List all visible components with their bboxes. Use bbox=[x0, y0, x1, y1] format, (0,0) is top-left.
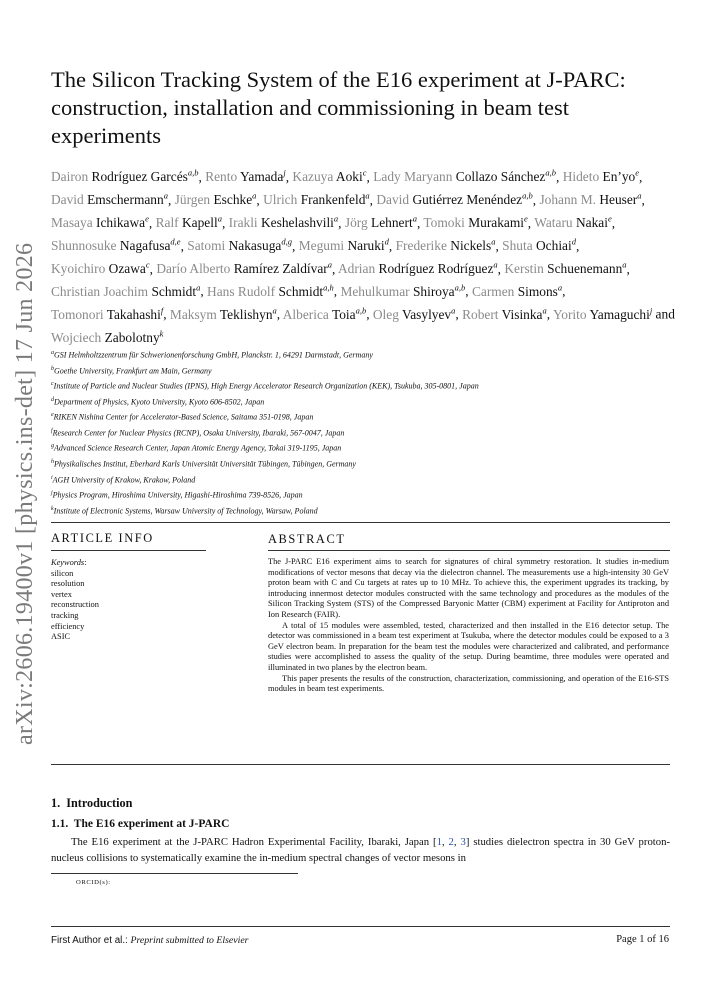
author-last-name: Zabolotny bbox=[104, 329, 160, 345]
author-first-name: Oleg bbox=[372, 306, 399, 322]
author-first-name: David bbox=[376, 192, 410, 208]
author-last-name: Kapell bbox=[182, 215, 218, 231]
author-last-name: Vasylyev bbox=[402, 306, 452, 322]
author-first-name: Kerstin bbox=[504, 260, 544, 276]
author-last-name: Simons bbox=[517, 283, 558, 299]
affiliation-label: d bbox=[51, 396, 54, 403]
abstract-underline bbox=[268, 550, 670, 551]
author-affiliation-mark: a,b bbox=[545, 168, 556, 178]
footer-running-title bbox=[51, 935, 249, 946]
author-last-name: Yamada bbox=[240, 169, 284, 185]
affiliation-label: i bbox=[51, 474, 53, 481]
author-affiliation-mark: a bbox=[557, 282, 563, 293]
abstract-paragraph: This paper presents the results of the construction, characterization, commissioning, and operation of the E16-STS modules in beam test experiments. bbox=[268, 673, 669, 694]
author-first-name: Frederike bbox=[395, 238, 447, 254]
author-last-name: Ozawa bbox=[108, 260, 146, 276]
abstract-heading: ABSTRACT bbox=[268, 532, 346, 546]
abstract-paragraph: The J-PARC E16 experiment aims to search for signatures of chiral symmetry restoration. It studies in-medium modifications of vector mesons that decay via the dielectron channel. The measurements use a high-intensity 30 GeV proton beam with C and Cu targets at rates up to 10 MHz. To achieve this, the experiment upgrades its tracking, by introducing innermost detector modules constructed with the same technology and procedures as the modules of the Silicon Tracking System (STS) of the Compressed Baryonic Matter (CBM) experiment at Facility for Antiproton and Ion Research (FAIR). bbox=[268, 557, 669, 619]
author-last-name: Emschermann bbox=[87, 192, 164, 208]
keywords-label: Keywords bbox=[51, 558, 85, 567]
author-name bbox=[51, 238, 181, 253]
author-last-name: Lehnert bbox=[371, 215, 413, 231]
author-first-name: Satomi bbox=[187, 238, 226, 254]
affiliation-list bbox=[51, 347, 691, 518]
author-list: Dairon Rodríguez Garcés$^{a,b}$, Rento Yamada$^j$, Kazuya Aoki$^c$, Lady Maryann Collazo Sánchez$^{a,b}$, Hideto $En’yo^e$, David Emschermann$^a$, Jürgen Eschke$^a$, Ulrich Frankenfeld$^a$, David Gutiérrez Menéndez$^{a,b}$, Johann M. Heuser$^a$, Masaya Ichikawa$^e$, Ralf Kapell$^a$, Irakli Keshelashvili$^a$, Jörg Lehnert$^a$, Tomoki Murakami$^e$, Wataru Nakai$^e$, Shunnosuke Nagafusa$^{d,e}$, Satomi Nakasuga$^{d,g}$, Megumi Naruki$^d$, Frederike Nickels$^a$, Shuta Ochiai$^d$, Kyoichiro Ozawa$^c$, Darío Alberto Ramírez Zaldívar$^a$, Adrian Rodríguez Rodríguez$^a$, Kerstin Schuenemann$^a$, Christian Joachim Schmidt$^a$, Hans Rudolf Schmidt$^{a,h}$, Mehulkumar Shiroya$^{a,b}$, Carmen Simons$^a$, Tomonori Takahashi$^f$, Maksym Teklishyn$^a$, Alberica Toia$^{a,b}$, Oleg Vasylyev$^a$, Robert Visinka$^a$, Yorito Yamaguchi$^j$ and Wojciech Zabolotny$^k$ bbox=[51, 168, 675, 345]
author-last-name: Nickels bbox=[450, 238, 492, 254]
author-name bbox=[502, 238, 576, 253]
keyword-item: tracking bbox=[51, 610, 79, 620]
affiliation-text: Institute of Electronic Systems, Warsaw University of Technology, Warsaw, Poland bbox=[53, 506, 318, 516]
author-affiliation-mark: a,b bbox=[522, 190, 533, 201]
author-first-name: Carmen bbox=[471, 283, 515, 299]
arxiv-id-text: arXiv:2606.19400v1 [physics.ins-det] 17 Jun 2026 bbox=[12, 242, 38, 745]
author-first-name: David bbox=[51, 192, 84, 208]
author-name bbox=[207, 284, 334, 299]
author-first-name: Rento bbox=[205, 169, 238, 185]
article-info-underline bbox=[51, 550, 206, 551]
paper-title: The Silicon Tracking System of the E16 experiment at J-PARC: construction, installation and commissioning in beam test experiments bbox=[51, 67, 626, 148]
affiliation-text: Department of Physics, Kyoto University, Kyoto 606-8502, Japan bbox=[54, 397, 265, 407]
author-name bbox=[205, 169, 286, 184]
author-first-name: Shuta bbox=[502, 238, 533, 254]
footer-journal: Preprint submitted to Elsevier bbox=[130, 935, 249, 946]
abstract-paragraph: A total of 15 modules were assembled, tested, characterized and then installed in the E16 detector setup. The detector was commissioned in a beam test experiment at Tsukuba, where the detector modules could be exposed to a 3 GeV electron beam. In preparation for the beam test the modules were characterized and calibrated, and performance studies were accomplished to assess the quality of the setup. During beamtime, three modules were operated and illuminated in two planes by the electron beam. bbox=[268, 620, 669, 672]
author-first-name: Christian Joachim bbox=[51, 283, 149, 299]
author-first-name: Tomonori bbox=[51, 306, 104, 322]
keyword-item: resolution bbox=[51, 579, 85, 589]
author-name bbox=[373, 169, 556, 184]
author-affiliation-mark: a bbox=[327, 259, 332, 270]
keyword-item: ASIC bbox=[51, 632, 71, 642]
author-affiliation-mark: d,e bbox=[170, 236, 181, 247]
author-name bbox=[462, 307, 547, 322]
author-name bbox=[283, 307, 366, 322]
arxiv-identifier bbox=[12, 242, 42, 775]
author-last-name: Schmidt bbox=[151, 283, 197, 299]
author-name bbox=[338, 261, 498, 276]
author-last-name: Toia bbox=[331, 306, 356, 322]
section-heading-introduction bbox=[51, 796, 132, 811]
author-first-name: Jörg bbox=[344, 215, 368, 231]
citation-list: 1, 2, 3 bbox=[436, 836, 466, 848]
author-first-name: Lady Maryann bbox=[373, 169, 453, 185]
author-name bbox=[187, 238, 292, 253]
footer-author: First Author et al.: bbox=[51, 935, 131, 946]
author-first-name: Mehulkumar bbox=[340, 283, 410, 299]
author-affiliation-mark: a,b bbox=[355, 305, 367, 316]
subsection-title: The E16 experiment at J-PARC bbox=[73, 818, 230, 830]
affiliation-label: j bbox=[51, 490, 53, 497]
author-last-name: Gutiérrez Menéndez bbox=[412, 192, 523, 208]
introduction-text bbox=[51, 834, 670, 866]
author-affiliation-mark: a,b bbox=[454, 282, 466, 293]
section-title: Introduction bbox=[66, 796, 133, 810]
author-last-name: Collazo Sánchez bbox=[455, 169, 546, 185]
author-last-name: Frankenfeld bbox=[300, 192, 366, 208]
page-number: Page 1 of 16 bbox=[616, 934, 669, 945]
author-last-name: Rodríguez Garcés bbox=[91, 169, 188, 185]
affiliation-label: e bbox=[51, 412, 54, 419]
abstract-divider bbox=[51, 764, 670, 765]
affiliation-line bbox=[51, 363, 691, 379]
intro-text-before: The E16 experiment at the J-PARC Hadron Experimental Facility, Ibaraki, Japan [ bbox=[71, 836, 437, 848]
abstract-body bbox=[268, 557, 669, 695]
author-affiliation-mark: a bbox=[196, 282, 201, 293]
citation-link[interactable]: 2 bbox=[448, 836, 454, 848]
author-first-name: Shunnosuke bbox=[51, 238, 117, 254]
author-first-name: Masaya bbox=[51, 215, 93, 231]
affiliation-text: GSI Helmholtzzentrum für Schwerionenforschung GmbH, Planckstr. 1, 64291 Darmstadt, Germany bbox=[54, 350, 373, 360]
author-first-name: Hans Rudolf bbox=[207, 283, 276, 299]
author-affiliation-mark: k bbox=[159, 328, 164, 339]
author-first-name: Wojciech bbox=[51, 329, 102, 345]
author-affiliation-mark: a bbox=[451, 305, 456, 316]
author-name bbox=[156, 261, 332, 276]
keyword-item: vertex bbox=[51, 589, 72, 599]
author-affiliation-mark: j bbox=[283, 168, 286, 178]
author-affiliation-mark: a bbox=[491, 236, 496, 247]
author-name bbox=[51, 215, 149, 230]
affiliation-line bbox=[51, 394, 691, 410]
affiliation-line bbox=[51, 409, 691, 425]
author-name bbox=[51, 330, 163, 345]
author-first-name: Jürgen bbox=[174, 192, 211, 208]
author-last-name: Ramírez Zaldívar bbox=[233, 260, 328, 276]
author-affiliation-mark: e bbox=[607, 213, 612, 224]
author-affiliation-mark: a,b bbox=[187, 168, 199, 178]
author-affiliation-mark: a bbox=[272, 305, 277, 316]
author-last-name: Heuser bbox=[599, 192, 638, 208]
affiliation-text: Research Center for Nuclear Physics (RCNP), Osaka University, Ibaraki, 567-0047, Japan bbox=[52, 428, 345, 438]
author-first-name: Alberica bbox=[282, 306, 329, 322]
author-affiliation-mark: d bbox=[571, 236, 576, 247]
keyword-list bbox=[51, 569, 99, 643]
author-last-name: Nakai bbox=[575, 215, 608, 231]
author-affiliation-mark: e bbox=[524, 213, 528, 224]
author-last-name: Yamaguchi bbox=[589, 306, 650, 322]
author-name bbox=[170, 307, 277, 322]
author-last-name: Eschke bbox=[213, 192, 253, 208]
author-affiliation-mark: a bbox=[365, 190, 370, 201]
author-name bbox=[51, 284, 200, 299]
author-name bbox=[376, 192, 532, 207]
affiliation-text: Physikalisches Institut, Eberhard Karls Universität Universität Tübingen, Tübingen, Germany bbox=[54, 459, 356, 469]
author-affiliation-mark: e bbox=[145, 213, 149, 224]
section-number: 1. bbox=[51, 796, 61, 810]
affiliation-line bbox=[51, 425, 691, 441]
author-first-name: Maksym bbox=[169, 306, 217, 322]
author-affiliation-mark: f bbox=[160, 305, 164, 316]
author-affiliation-mark: a bbox=[622, 259, 627, 270]
author-name bbox=[563, 169, 639, 184]
keyword-item: silicon bbox=[51, 568, 74, 578]
affiliation-text: Institute of Particle and Nuclear Studies (IPNS), High Energy Accelerator Research Organization (KEK), Tsukuba, 305-0801, Japan bbox=[53, 381, 479, 391]
author-last-name: Naruki bbox=[347, 238, 385, 254]
author-first-name: Ulrich bbox=[263, 192, 298, 208]
author-last-name: Shiroya bbox=[412, 283, 455, 299]
affiliation-line bbox=[51, 440, 691, 456]
author-name bbox=[534, 215, 611, 230]
author-first-name: Kazuya bbox=[292, 169, 334, 185]
footer-divider bbox=[51, 926, 670, 927]
affiliation-text: RIKEN Nishina Center for Accelerator-Based Science, Saitama 351-0198, Japan bbox=[53, 412, 314, 422]
author-first-name: Tomoki bbox=[423, 215, 465, 231]
orcid-footnote: ORCID(s): bbox=[76, 879, 111, 886]
author-first-name: Yorito bbox=[552, 306, 587, 322]
affiliation-line bbox=[51, 456, 691, 472]
author-name bbox=[156, 215, 222, 230]
author-last-name: Schmidt bbox=[278, 283, 324, 299]
author-affiliation-mark: a bbox=[217, 213, 222, 224]
affiliation-line bbox=[51, 503, 691, 519]
author-last-name: Nakasuga bbox=[228, 238, 282, 254]
intro-paragraph bbox=[51, 834, 670, 866]
author-name bbox=[51, 192, 168, 207]
affiliation-text: AGH University of Krakow, Krakow, Poland bbox=[52, 475, 196, 485]
author-first-name: Dairon bbox=[51, 169, 89, 185]
keyword-item: reconstruction bbox=[51, 600, 99, 610]
author-name bbox=[51, 169, 198, 184]
author-first-name: Hideto bbox=[562, 169, 600, 185]
article-info-heading: ARTICLE INFO bbox=[51, 531, 154, 545]
author-first-name: Robert bbox=[462, 306, 499, 322]
author-affiliation-mark: a bbox=[493, 259, 498, 270]
author-last-name: Ochiai bbox=[536, 238, 572, 254]
author-name bbox=[340, 284, 465, 299]
author-first-name: Adrian bbox=[337, 260, 376, 276]
author-first-name: Megumi bbox=[298, 238, 345, 254]
author-name bbox=[51, 307, 163, 322]
author-first-name: Ralf bbox=[155, 215, 179, 231]
affiliation-label: g bbox=[51, 443, 54, 450]
author-affiliation-mark: a bbox=[252, 190, 257, 201]
author-name bbox=[229, 215, 339, 230]
affiliation-text: Goethe University, Frankfurt am Main, Germany bbox=[54, 366, 212, 376]
author-last-name: Keshelashvili bbox=[261, 215, 334, 231]
author-affiliation-mark: c bbox=[362, 168, 367, 178]
author-name bbox=[539, 192, 641, 207]
author-affiliation-mark: a bbox=[542, 305, 547, 316]
author-last-name: Ichikawa bbox=[96, 215, 146, 231]
affiliation-label: b bbox=[51, 365, 54, 372]
author-affiliation-mark: a bbox=[637, 190, 642, 201]
author-name bbox=[472, 284, 562, 299]
author-first-name: Darío Alberto bbox=[156, 260, 231, 276]
citation-link[interactable]: 3 bbox=[460, 836, 466, 848]
subsection-heading bbox=[51, 818, 229, 830]
footnote-divider bbox=[51, 873, 298, 874]
affiliation-label: a bbox=[51, 350, 54, 356]
affiliation-text: Advanced Science Research Center, Japan Atomic Energy Agency, Tokai 319-1195, Japan bbox=[54, 444, 342, 454]
author-affiliation-mark: a bbox=[412, 213, 417, 224]
author-name bbox=[299, 238, 389, 253]
author-affiliation-mark: a bbox=[163, 190, 168, 201]
author-name bbox=[345, 215, 417, 230]
author-name bbox=[504, 261, 626, 276]
author-last-name: Murakami bbox=[468, 215, 525, 231]
author-name bbox=[553, 307, 652, 322]
subsection-number: 1.1. bbox=[51, 818, 69, 830]
affiliation-label: k bbox=[51, 505, 54, 512]
affiliation-line bbox=[51, 472, 691, 488]
author-last-name: Takahashi bbox=[106, 306, 161, 322]
affiliation-line bbox=[51, 378, 691, 394]
author-affiliation-mark: a bbox=[333, 213, 339, 224]
author-last-name: Teklishyn bbox=[219, 306, 273, 322]
affiliation-label: h bbox=[51, 458, 54, 465]
author-name bbox=[396, 238, 496, 253]
affiliation-line bbox=[51, 347, 691, 363]
author-first-name: Johann M. bbox=[539, 192, 596, 208]
author-affiliation-mark: d,g bbox=[281, 236, 293, 247]
author-name bbox=[423, 215, 527, 230]
keywords-block: Keywords: silicon resolution vertex reconstruction tracking efficiency ASIC bbox=[51, 558, 99, 642]
author-name bbox=[175, 192, 257, 207]
affiliation-label: c bbox=[51, 381, 54, 388]
author-last-name: Visinka bbox=[501, 306, 543, 322]
affiliation-label: f bbox=[51, 427, 53, 434]
author-affiliation-mark: d bbox=[384, 236, 389, 247]
author-first-name: Wataru bbox=[534, 215, 573, 231]
author-affiliation-mark: e bbox=[635, 168, 640, 178]
author-first-name: Irakli bbox=[228, 215, 258, 231]
author-last-name: En’yo bbox=[602, 169, 636, 185]
intro-text-after: ] studies dielectron spectra in 30 GeV proton-nucleus collisions to systematically examine the in-medium spectral changes of vector mesons in bbox=[51, 836, 671, 864]
author-affiliation-mark: j bbox=[649, 305, 653, 316]
author-first-name: Kyoichiro bbox=[51, 260, 106, 276]
keyword-item: efficiency bbox=[51, 621, 85, 631]
affiliation-line bbox=[51, 487, 691, 503]
author-last-name: Nagafusa bbox=[119, 238, 171, 254]
author-name bbox=[292, 169, 366, 184]
author-affiliation-mark: c bbox=[145, 259, 150, 270]
author-name bbox=[51, 261, 150, 276]
citation-link[interactable]: 1 bbox=[436, 836, 442, 848]
author-affiliation-mark: a,h bbox=[323, 282, 334, 293]
author-name bbox=[373, 307, 455, 322]
author-last-name: Rodríguez Rodríguez bbox=[378, 260, 494, 276]
author-last-name: Aoki bbox=[335, 169, 363, 185]
header-divider bbox=[51, 522, 670, 523]
author-last-name: Schuenemann bbox=[547, 260, 623, 276]
affiliation-text: Physics Program, Hiroshima University, Higashi-Hiroshima 739-8526, Japan bbox=[52, 490, 303, 500]
author-name bbox=[263, 192, 370, 207]
